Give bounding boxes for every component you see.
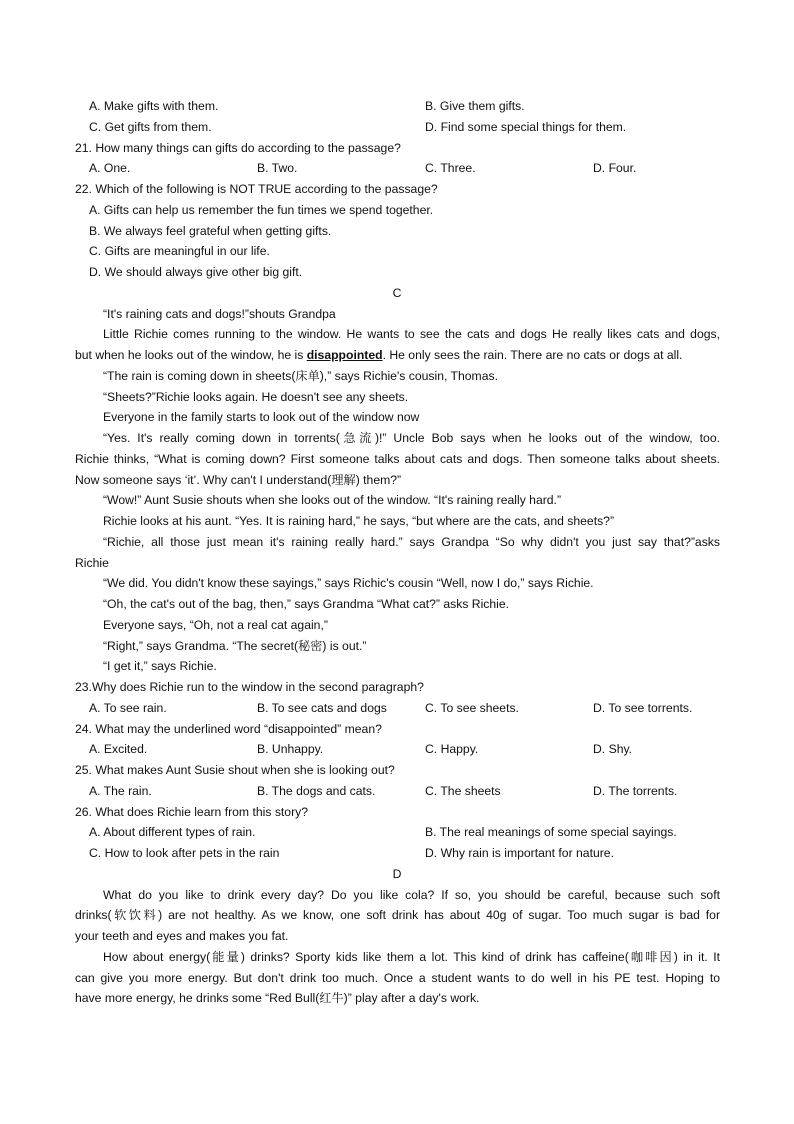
q20-option-c[interactable]: C. Get gifts from them. [89, 119, 212, 134]
q26-options-row-2 [0, 843, 794, 864]
passage-line: How about energy(能量) drinks? Sporty kids like them a lot. This kind of drink has caffeine(咖啡因) in it. It [103, 949, 720, 964]
story-c [0, 304, 794, 678]
q26-option-a[interactable]: A. About different types of rain. [89, 825, 256, 840]
q20-option-b[interactable]: B. Give them gifts. [425, 99, 525, 113]
q23-question: 23.Why does Richie run to the window in the second paragraph? [75, 680, 424, 694]
passage-line: can give you more energy. But don't drink too much. Once a student wants to do well in his PE test. Hoping to [75, 970, 720, 985]
passage-line: have more energy, he drinks some “Red Bull(红牛)” play after a day's work. [75, 991, 480, 1006]
q26-options-row-1 [0, 822, 794, 843]
q25-question: 25. What makes Aunt Susie shout when she is looking out? [75, 763, 395, 777]
story-paragraph: “It's raining cats and dogs!”shouts Grandpa [103, 306, 336, 321]
q20-option-d[interactable]: D. Find some special things for them. [425, 119, 627, 134]
story-paragraph: “The rain is coming down in sheets(床单),” says Richie's cousin, Thomas. [103, 368, 498, 383]
q26-option-b[interactable]: B. The real meanings of some special sayings. [425, 825, 677, 840]
story-paragraph [75, 345, 720, 366]
q22-option-c[interactable]: C. Gifts are meaningful in our life. [89, 244, 270, 259]
underlined-word: disappointed [306, 348, 383, 362]
exam-page [0, 96, 794, 1009]
q24-option-d[interactable]: D. Shy. [593, 742, 633, 757]
q26-question: 26. What does Richie learn from this story? [75, 804, 309, 819]
q25-option-c[interactable]: C. The sheets [425, 783, 501, 798]
story-paragraph: “Sheets?”Richie looks again. He doesn't see any sheets. [103, 389, 409, 404]
story-paragraph: “Right,” says Grandma. “The secret(秘密) is out.” [103, 638, 367, 653]
q20-options-row-2 [0, 117, 794, 138]
q26-option-d[interactable]: D. Why rain is important for nature. [425, 846, 614, 860]
story-paragraph: Little Richie comes running to the window. He wants to see the cats and dogs He really likes cats and dogs, [103, 327, 720, 342]
q23-option-b[interactable]: B. To see cats and dogs [257, 700, 387, 715]
story-paragraph: Richie thinks, “What is coming down? First someone talks about cats and dogs. Then someone talks about sheets. [75, 451, 720, 466]
q23-options [0, 698, 794, 719]
q21-question: 21. How many things can gifts do according to the passage? [75, 140, 401, 155]
q24-option-c[interactable]: C. Happy. [425, 742, 479, 757]
q20-options-row-1 [0, 96, 794, 117]
q21-option-a[interactable]: A. One. [89, 161, 131, 176]
q23-option-a[interactable]: A. To see rain. [89, 700, 167, 715]
q25-option-d[interactable]: D. The torrents. [593, 783, 678, 798]
q22-option-a[interactable]: A. Gifts can help us remember the fun times we spend together. [89, 202, 434, 217]
q21-option-d[interactable]: D. Four. [593, 161, 637, 176]
q24-option-a[interactable]: A. Excited. [89, 742, 148, 757]
q23-option-c[interactable]: C. To see sheets. [425, 700, 519, 715]
story-paragraph: Richie looks at his aunt. “Yes. It is raining hard,” he says, “but where are the cats, and sheets?” [103, 514, 615, 528]
story-paragraph: “Richie, all those just mean it's raining really hard.” says Grandpa “So why didn't you just say that?”asks [103, 534, 720, 549]
passage-line: What do you like to drink every day? Do you like cola? If so, you should be careful, because such soft [103, 887, 720, 902]
story-paragraph: “Wow!” Aunt Susie shouts when she looks out of the window. “It's raining really hard.” [103, 493, 562, 508]
story-paragraph: Richie [75, 555, 109, 570]
story-paragraph: “Yes. It's really coming down in torrents(急流)!” Uncle Bob says when he looks out of the window, too. [103, 431, 720, 445]
q23-option-d[interactable]: D. To see torrents. [593, 700, 693, 715]
section-c-heading: C [392, 285, 402, 300]
passage-line: your teeth and eyes and makes you fat. [75, 929, 289, 943]
story-text: . He only sees the rain. There are no cats or dogs at all. [382, 348, 683, 362]
q25-options [0, 781, 794, 802]
q25-option-a[interactable]: A. The rain. [89, 783, 152, 798]
q22-question: 22. Which of the following is NOT TRUE according to the passage? [75, 182, 438, 196]
story-paragraph: Everyone says, “Oh, not a real cat again,” [103, 617, 328, 632]
q24-question: 24. What may the underlined word “disappointed” mean? [75, 721, 382, 736]
q22-option-d[interactable]: D. We should always give other big gift. [89, 265, 303, 279]
story-paragraph: “We did. You didn't know these sayings,” says Richic's cousin “Well, now I do,” says Richie. [103, 576, 594, 591]
story-text: but when he looks out of the window, he is [75, 348, 307, 362]
passage-d [0, 885, 794, 1010]
q20-option-a[interactable]: A. Make gifts with them. [89, 99, 219, 113]
story-paragraph: Everyone in the family starts to look out of the window now [103, 410, 420, 425]
q21-option-c[interactable]: C. Three. [425, 161, 476, 176]
q21-options [0, 158, 794, 179]
q24-option-b[interactable]: B. Unhappy. [257, 742, 324, 757]
q24-options [0, 739, 794, 760]
q22-option-b[interactable]: B. We always feel grateful when getting gifts. [89, 223, 332, 238]
q21-option-b[interactable]: B. Two. [257, 161, 298, 176]
section-d-heading: D [392, 866, 402, 881]
story-paragraph: Now someone says ‘it’. Why can't I understand(理解) them?” [75, 472, 402, 487]
story-paragraph: “Oh, the cat's out of the bag, then,” says Grandma “What cat?” asks Richie. [103, 597, 510, 611]
q26-option-c[interactable]: C. How to look after pets in the rain [89, 846, 280, 860]
passage-line: drinks(软饮料) are not healthy. As we know, one soft drink has about 40g of sugar. Too much sugar is bad for [75, 908, 720, 923]
story-paragraph: “I get it,” says Richie. [103, 659, 217, 674]
q25-option-b[interactable]: B. The dogs and cats. [257, 783, 376, 798]
